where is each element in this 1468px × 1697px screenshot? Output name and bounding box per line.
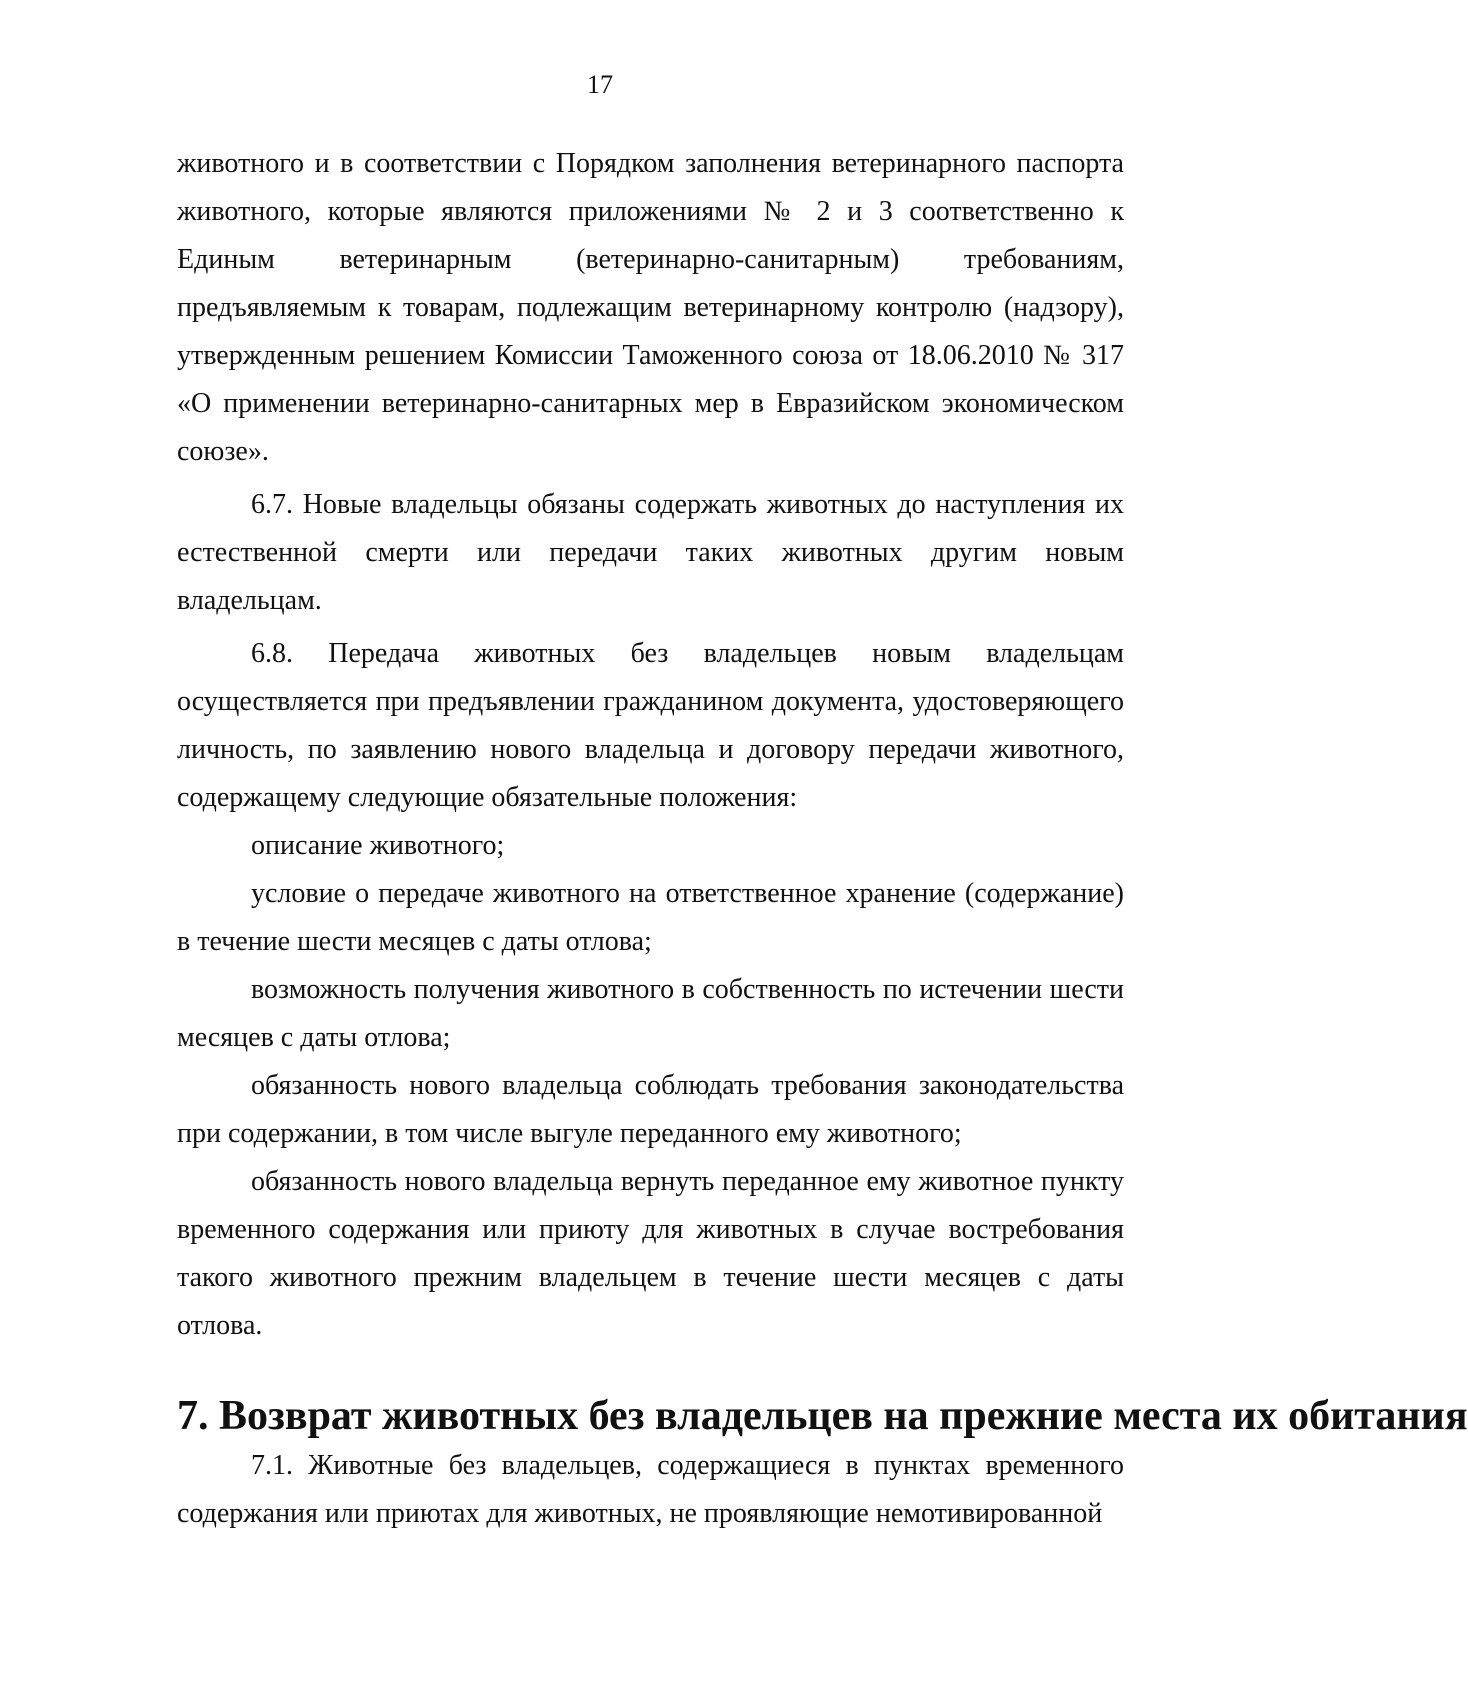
list-item-owner-obligation-return: обязанность нового владельца вернуть переданное ему животное пункту временного содержания или приюту для животных в случае востребования такого животного прежним владельцем в течение шести месяцев с даты отлова. <box>177 1166 1124 1341</box>
document-body <box>177 140 1468 1538</box>
list-item-ownership-possibility: возможность получения животного в собственность по истечении шести месяцев с даты отлова; <box>177 974 1124 1053</box>
section-heading-7: 7. Возврат животных без владельцев на прежние места их обитания <box>177 1393 1468 1439</box>
paragraph-continuation: животного и в соответствии с Порядком заполнения ветеринарного паспорта животного, которые являются приложениями № 2 и 3 соответственно к Единым ветеринарным (ветеринарно-санитарным) требованиям, предъявляемым к товарам, подлежащим ветеринарному контролю (надзору), утвержденным решением Комиссии Таможенного союза от 18.06.2010 № 317 «О применении ветеринарно-санитарных мер в Евразийском экономическом союзе». <box>177 148 1124 467</box>
paragraph-6-8: 6.8. Передача животных без владельцев новым владельцам осуществляется при предъявлении гражданином документа, удостоверяющего личность, по заявлению нового владельца и договору передачи животного, содержащему следующие обязательные положения: <box>177 638 1124 813</box>
list-item-custody-condition: условие о передаче животного на ответственное хранение (содержание) в течение шести месяцев с даты отлова; <box>177 878 1124 957</box>
paragraph-6-7: 6.7. Новые владельцы обязаны содержать животных до наступления их естественной смерти или передачи таких животных другим новым владельцам. <box>177 489 1124 616</box>
list-item-owner-obligation-law: обязанность нового владельца соблюдать требования законодательства при содержании, в том числе выгуле переданного ему животного; <box>177 1070 1124 1149</box>
paragraph-7-1: 7.1. Животные без владельцев, содержащиеся в пунктах временного содержания или приютах для животных, не проявляющие немотивированной <box>177 1450 1124 1529</box>
list-item-animal-description: описание животного; <box>251 830 505 861</box>
page-number: 17 <box>587 70 613 99</box>
